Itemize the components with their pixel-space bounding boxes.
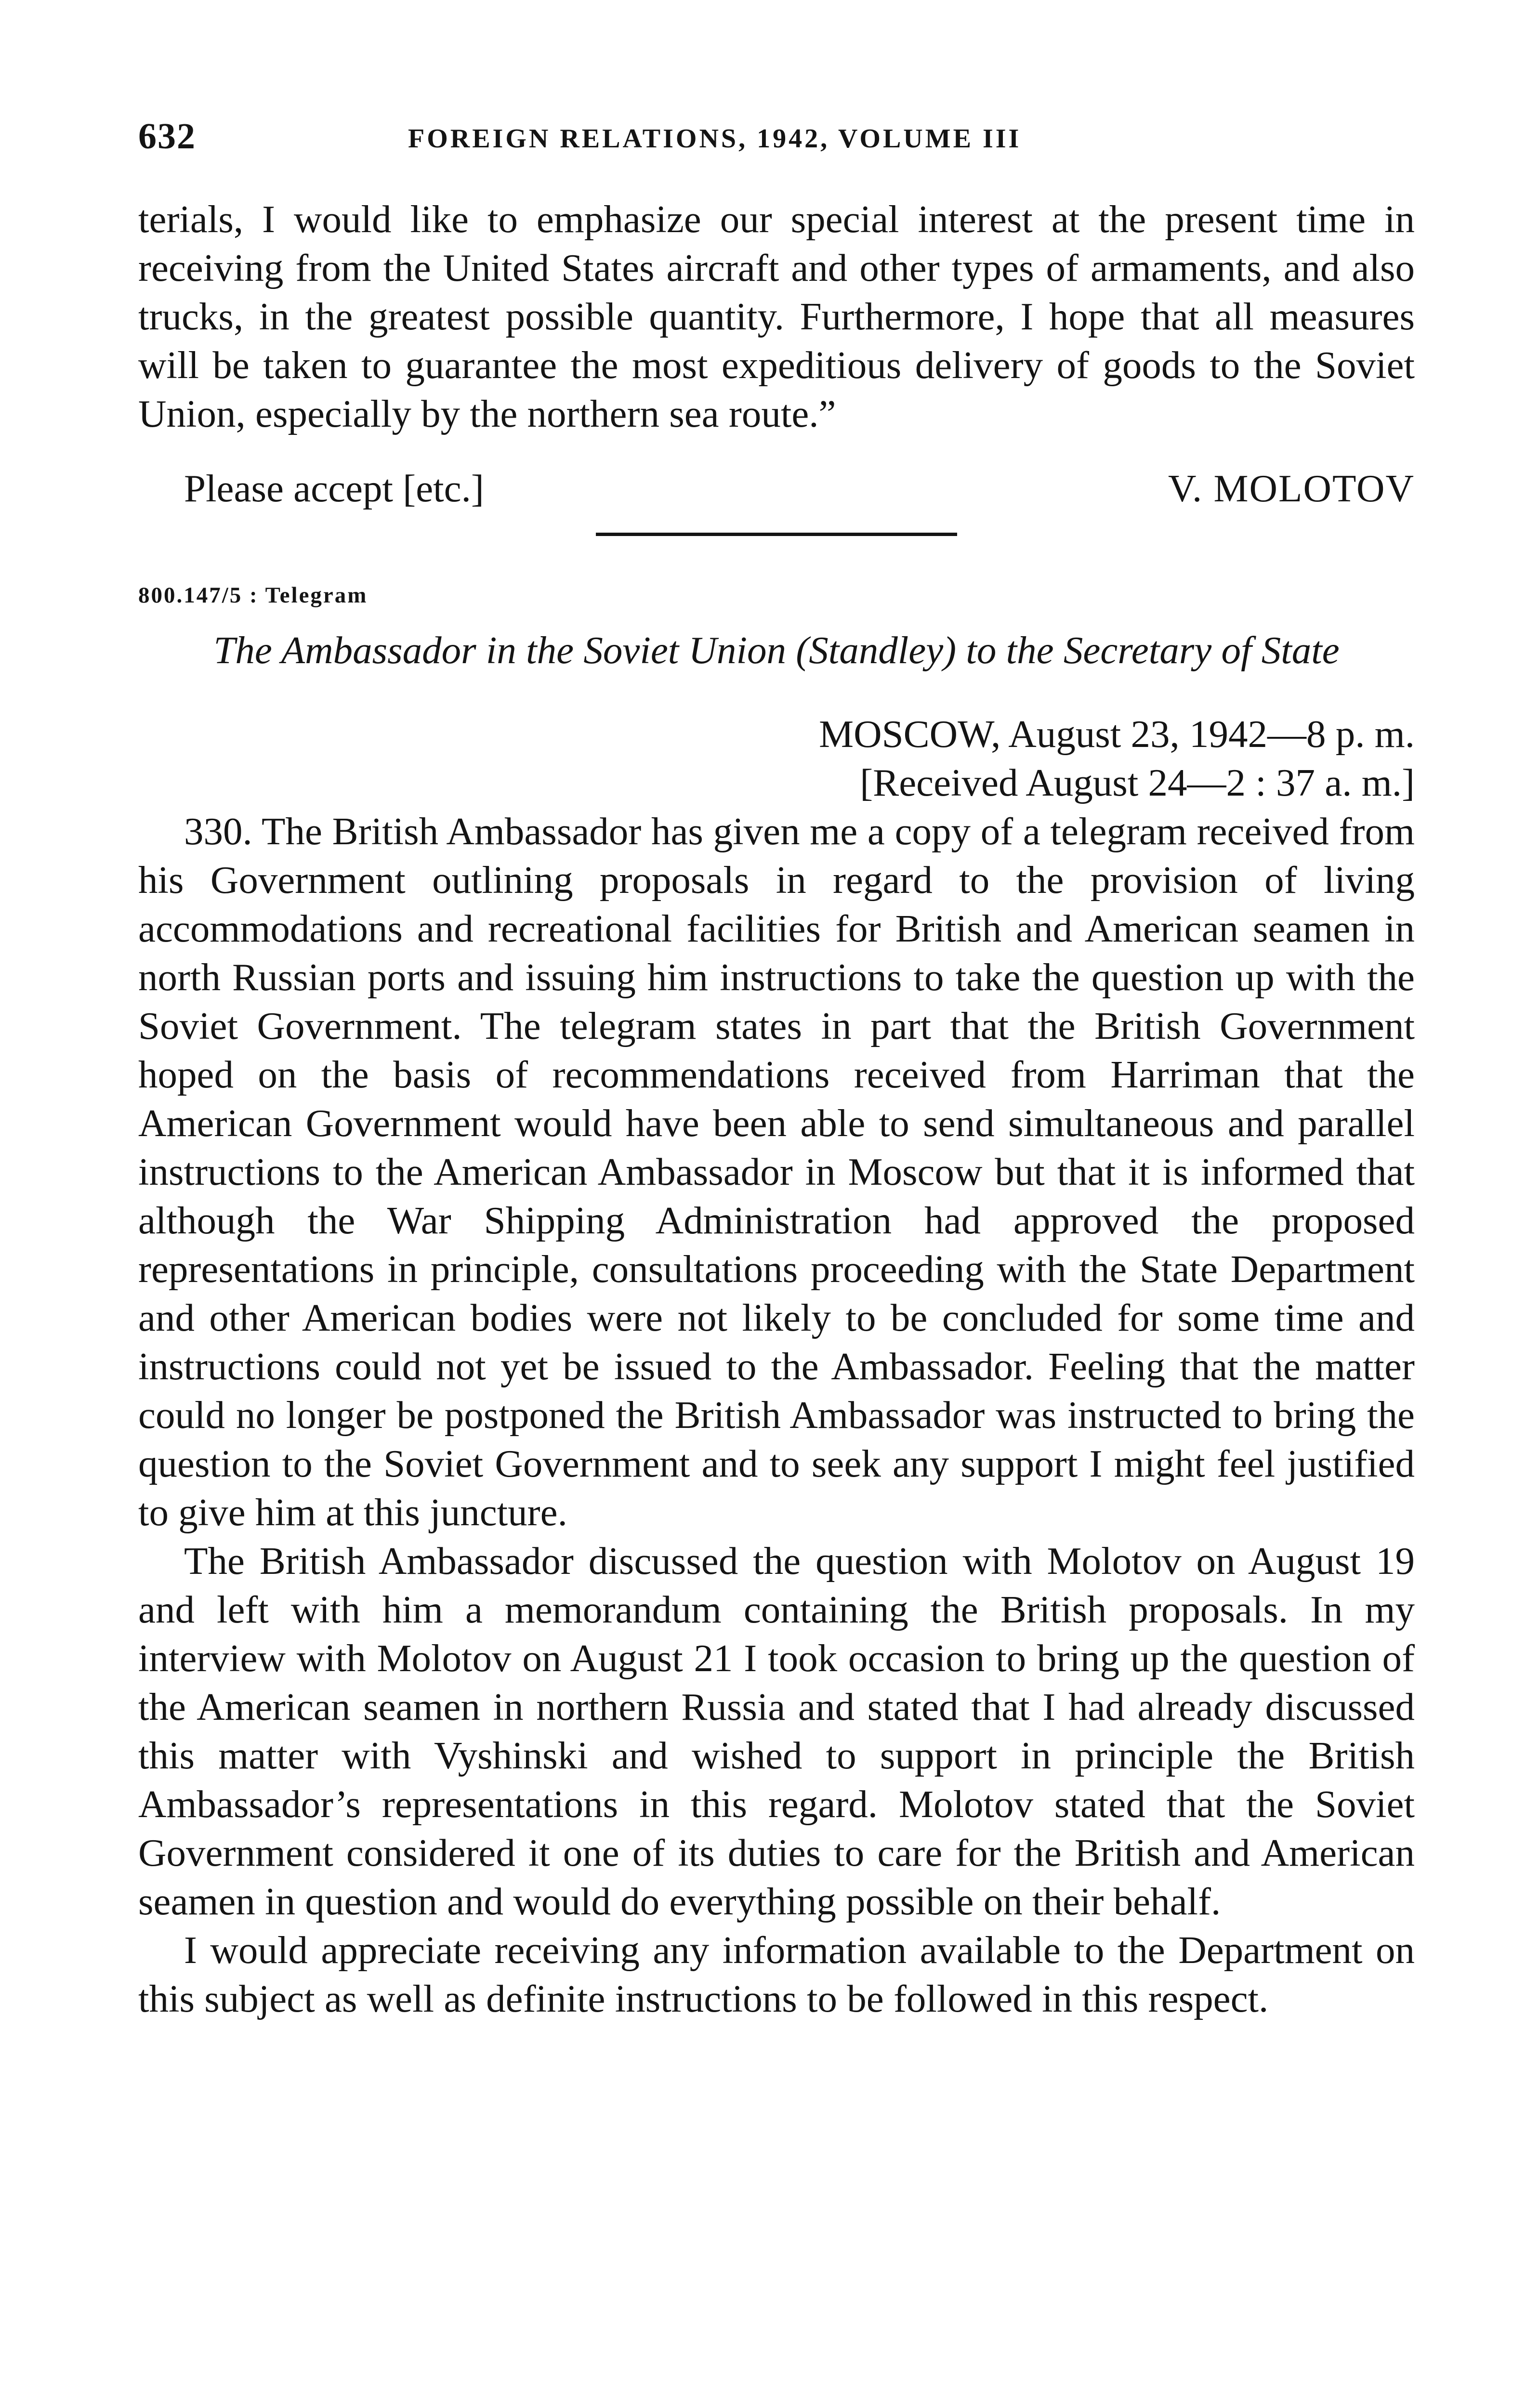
file-number: 800.147/5 : Telegram: [138, 583, 368, 608]
continuation-paragraph: terials, I would like to emphasize our special interest at the present time in receiving from the United States aircraft and other types of armaments, and also trucks, in the greatest possible quantity. Furthermore, I hope that all measures will be taken to guarantee the most expeditious delivery of goods to the Soviet Union, especially by the northern sea route.”: [138, 197, 1415, 435]
running-head: FOREIGN RELATIONS, 1942, VOLUME III: [408, 124, 1022, 154]
received-line: [Received August 24—2 : 37 a. m.]: [860, 761, 1415, 804]
body-paragraph: 330. The British Ambassador has given me a copy of a telegram received from his Government outlining proposals in regard to the provision of living accommodations and recreational facilities for British and American seamen in north Russian ports and issuing him instructions to take the question up with the Soviet Government. The telegram states in part that the British Government hoped on the basis of recommendations received from Harriman that the American Government would have been able to send simultaneous and parallel instructions to the American Ambassador in Moscow but that it is informed that although the War Shipping Administration had approved the proposed representations in principle, consultations proceeding with the State Department and other American bodies were not likely to be concluded for some time and instructions could not yet be issued to the Ambassador. Feeling that the matter could no longer be postponed the British Ambassador was instructed to bring the question to the Soviet Government and to seek any support I might feel justified to give him at this juncture.: [138, 810, 1415, 1534]
letter-closing: [138, 464, 1415, 517]
body-paragraph: The British Ambassador discussed the question with Molotov on August 19 and left with him a memorandum containing the British proposals. In my interview with Molotov on August 21 I took occasion to bring up the question of the American seamen in northern Russia and stated that I had already discussed this matter with Vyshinski and wished to support in principle the British Ambassador’s representations in this regard. Molotov stated that the Soviet Government considered it one of its duties to care for the British and American seamen in question and would do everything possible on their behalf.: [138, 1539, 1415, 1923]
signature: V. MOLOTOV: [1168, 467, 1415, 510]
complimentary-close: Please accept [etc.]: [184, 467, 484, 510]
page-header: [138, 116, 1415, 169]
document-title: The Ambassador in the Soviet Union (Standley) to the Secretary of State: [213, 628, 1340, 672]
section-divider: [596, 533, 957, 536]
body-paragraph: I would appreciate receiving any information available to the Department on this subject as well as definite instructions to be followed in this respect.: [138, 1928, 1415, 2020]
dateline: MOSCOW, August 23, 1942—8 p. m.: [819, 712, 1415, 756]
page-number: 632: [138, 116, 196, 157]
page-body: [138, 195, 1415, 2023]
